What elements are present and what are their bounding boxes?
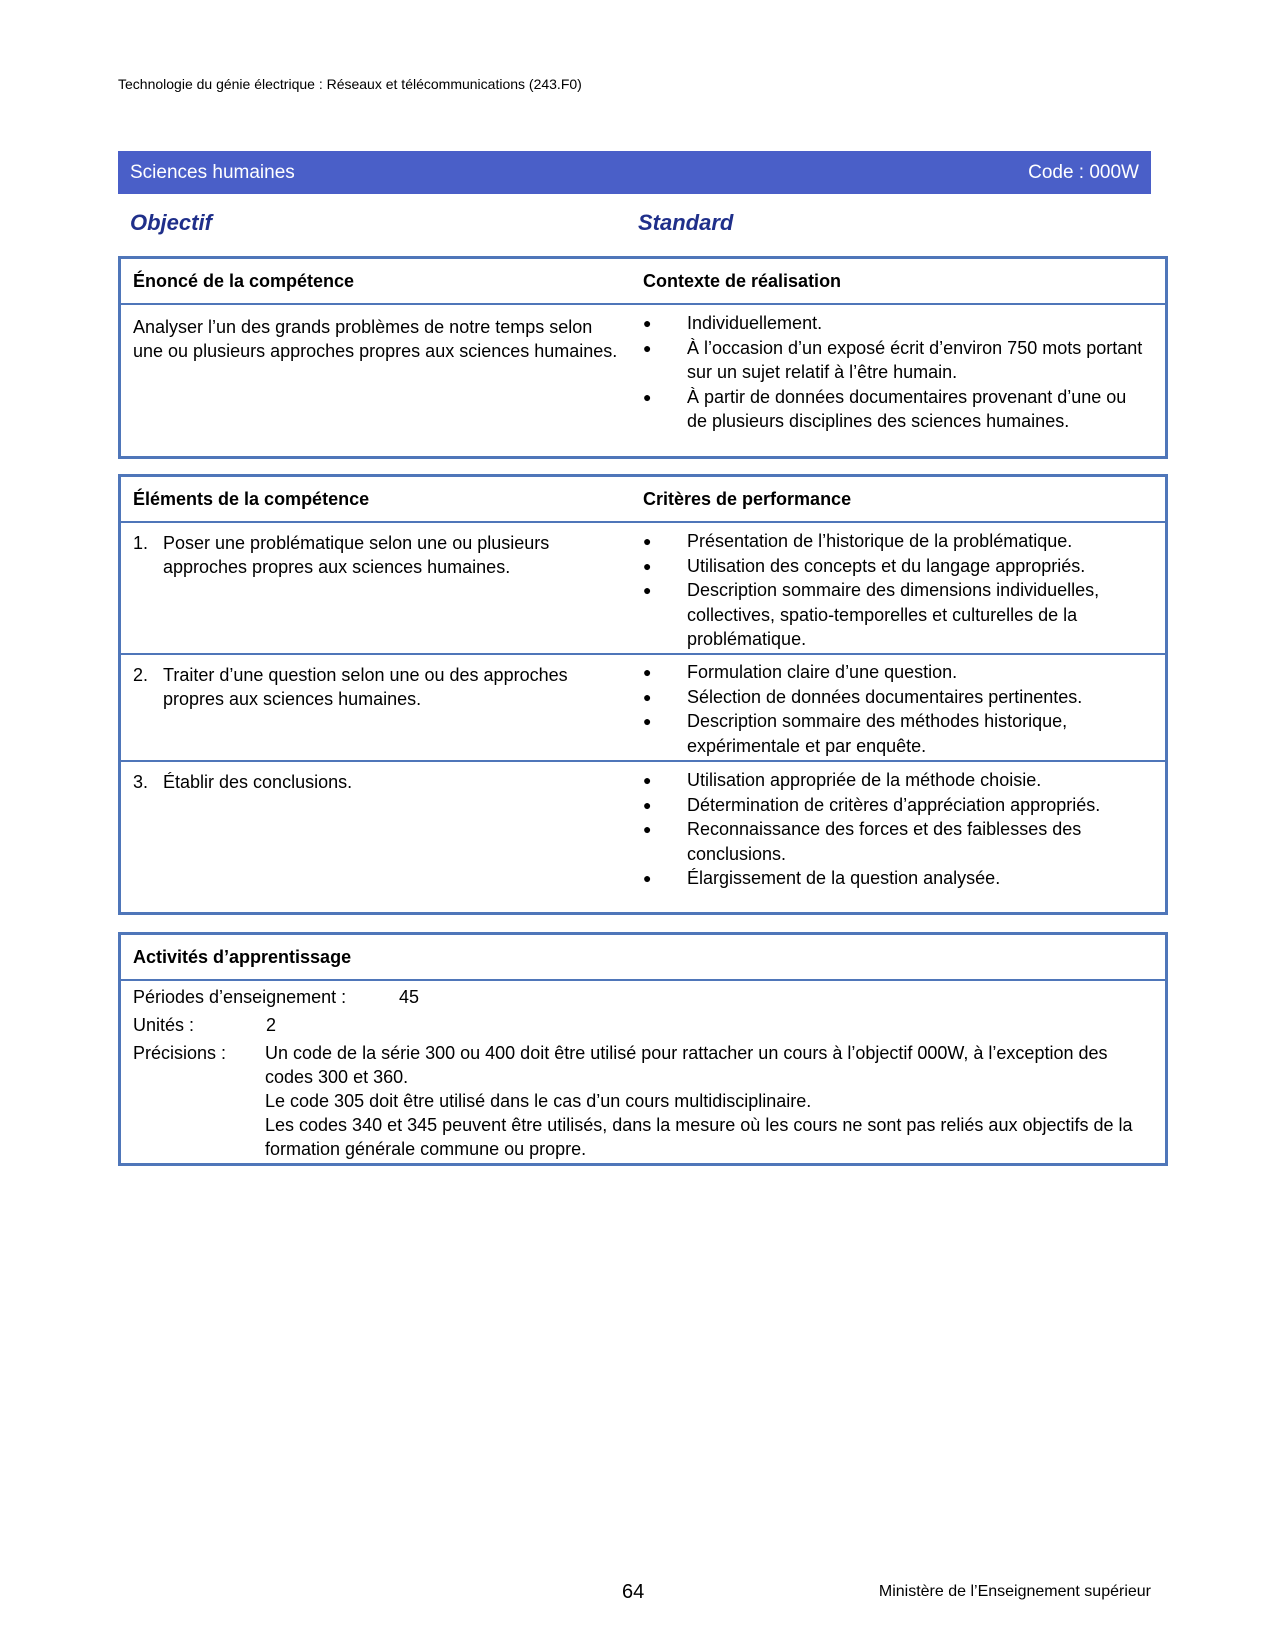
activities-body	[121, 981, 1165, 1161]
objective-code: Code : 000W	[1028, 161, 1139, 183]
precision-paragraph: Un code de la série 300 ou 400 doit être utilisé pour rattacher un cours à l’objectif 000W, à l’exception des codes 300 et 360.	[265, 1043, 1108, 1087]
objective-label: Objectif	[130, 210, 212, 235]
criteria-list	[643, 660, 1143, 758]
elements-block	[118, 474, 1168, 915]
bullet-icon: ●	[643, 339, 652, 356]
criteria-item: ● Élargissement de la question analysée.	[643, 866, 1143, 891]
periods-label: Périodes d’enseignement :	[133, 987, 347, 1007]
criteria-item: ● Description sommaire des dimensions individuelles, collectives, spatio-temporelles et culturelles de la problématique.	[643, 580, 1100, 649]
standard-label: Standard	[638, 210, 734, 235]
elements-heading: Éléments de la compétence	[133, 489, 370, 509]
bullet-icon: ●	[643, 796, 652, 813]
criteria-item: ● Utilisation appropriée de la méthode choisie.	[643, 768, 1143, 793]
criteria-item: ● Description sommaire des méthodes historique, expérimentale et par enquête.	[643, 711, 1068, 756]
competence-header	[121, 259, 1165, 305]
element-row	[121, 655, 1165, 762]
bullet-icon: ●	[643, 870, 652, 886]
context-heading: Contexte de réalisation	[643, 271, 842, 291]
precisions-label: Précisions :	[133, 1043, 227, 1063]
subject-title: Sciences humaines	[130, 161, 295, 183]
element-row	[121, 523, 1165, 655]
bullet-icon: ●	[643, 713, 652, 729]
activities-block	[118, 932, 1168, 1166]
competence-block	[118, 256, 1168, 459]
element-text: 2. Traiter d’une question selon une ou des approches propres aux sciences humaines.	[133, 665, 568, 709]
criteria-item: ● Utilisation des concepts et du langage appropriés.	[643, 554, 1143, 579]
page-header-text: Technologie du génie électrique : Réseaux et télécommunications (243.F0)	[118, 76, 582, 92]
criteria-item: ● Sélection de données documentaires pertinentes.	[643, 685, 1143, 710]
bullet-icon: ●	[643, 821, 652, 837]
precision-paragraph: Le code 305 doit être utilisé dans le cas d’un cours multidisciplinaire.	[265, 1091, 812, 1111]
bullet-icon: ●	[643, 315, 652, 331]
competence-row	[121, 305, 1165, 455]
bullet-icon: ●	[643, 557, 652, 574]
precision-paragraph: Les codes 340 et 345 peuvent être utilisés, dans la mesure où les cours ne sont pas reliés aux objectifs de la formation générale commune ou propre.	[265, 1115, 1133, 1159]
elements-header	[121, 477, 1165, 523]
criteria-item: ● Détermination de critères d’appréciation appropriés.	[643, 793, 1143, 818]
page-number: 64	[622, 1581, 645, 1603]
title-bar	[118, 151, 1151, 194]
element-row	[121, 762, 1165, 916]
activities-heading: Activités d’apprentissage	[133, 947, 352, 967]
bullet-icon: ●	[643, 582, 652, 598]
ministry-name: Ministère de l’Enseignement supérieur	[878, 1583, 1151, 1600]
element-text: 3. Établir des conclusions.	[133, 772, 353, 792]
criteria-item: ● Reconnaissance des forces et des faiblesses des conclusions.	[643, 819, 1082, 864]
criteria-item: ● Présentation de l’historique de la problématique.	[643, 529, 1143, 554]
criteria-item: ● Formulation claire d’une question.	[643, 660, 1143, 685]
context-list	[643, 311, 1143, 434]
competence-statement: Analyser l’un des grands problèmes de notre temps selon une ou plusieurs approches propres aux sciences humaines.	[133, 317, 618, 361]
criteria-list	[643, 529, 1143, 652]
context-item: ● À l’occasion d’un exposé écrit d’environ 750 mots portant sur un sujet relatif à l’être humain.	[643, 337, 1143, 382]
activities-header	[121, 935, 1165, 981]
context-item: ● À partir de données documentaires provenant d’une ou de plusieurs disciplines des sciences humaines.	[643, 386, 1127, 431]
criteria-list	[643, 768, 1143, 891]
bullet-icon: ●	[643, 533, 652, 549]
units-label: Unités :	[133, 1015, 195, 1035]
context-item: ● Individuellement.	[643, 311, 1143, 336]
periods-value: 45	[399, 987, 420, 1007]
units-value: 2	[266, 1015, 277, 1035]
competence-statement-heading: Énoncé de la compétence	[133, 271, 355, 291]
precisions-text	[265, 1041, 1145, 1161]
bullet-icon: ●	[643, 388, 652, 405]
bullet-icon: ●	[643, 772, 652, 788]
bullet-icon: ●	[643, 688, 652, 705]
criteria-heading: Critères de performance	[643, 489, 852, 509]
bullet-icon: ●	[643, 664, 652, 680]
element-text: 1. Poser une problématique selon une ou plusieurs approches propres aux sciences humaines.	[133, 533, 550, 577]
